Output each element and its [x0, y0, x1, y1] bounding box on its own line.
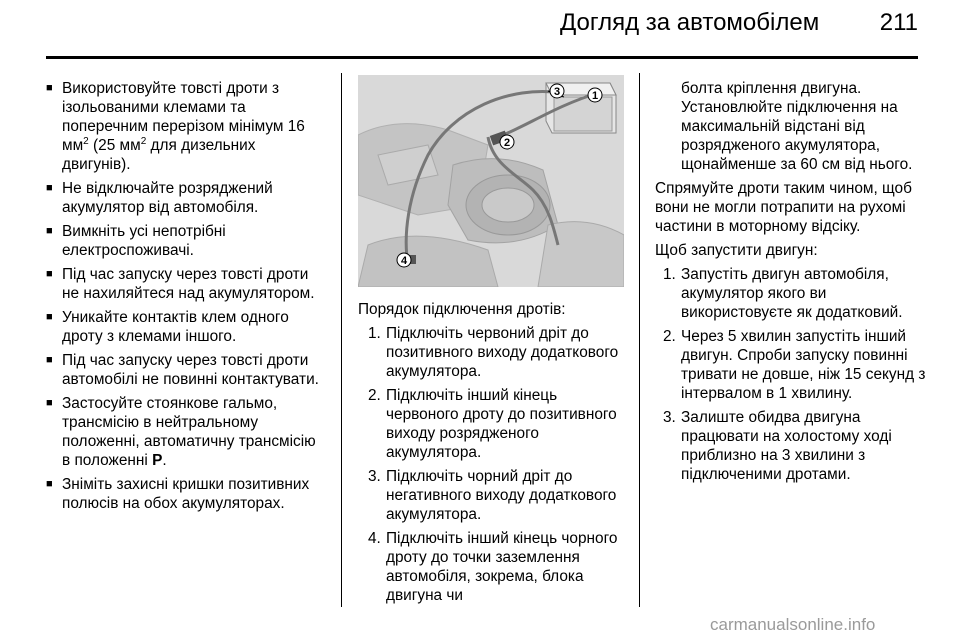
callout-label: 3 — [553, 86, 561, 98]
start-engine-heading: Щоб запустити двигун: — [655, 242, 818, 259]
connection-order-heading: Порядок підключення дротів: — [358, 301, 566, 318]
list-item: ■ Зніміть захисні кришки позитивних полюсів на обох акумуляторах. — [46, 475, 328, 513]
connection-steps — [358, 324, 626, 605]
list-item: 1. Запустіть двигун автомобіля, акумулятор якого ви використовуєте як додатковий. — [663, 266, 903, 321]
list-item: 4. Підключіть інший кінець чорного дроту до точки заземлення автомобіля, зокрема, блока двигуна чи — [368, 530, 618, 604]
list-item: 1. Підключіть червоний дріт до позитивного виходу додаткового акумулятора. — [368, 325, 619, 380]
column-left — [46, 79, 328, 518]
callout-label: 1 — [591, 90, 599, 102]
step-continuation: болта кріплення двигуна. Установлюйте підключення на максимальній відстані від розрядженого акумулятора, щонайменше за 60 см від нього. — [681, 80, 913, 173]
page-title: Догляд за автомобілем — [560, 9, 820, 36]
list-item: ■ Під час запуску через товсті дроти автомобілі не повинні контактувати. — [46, 351, 328, 389]
cable-routing-note: Спрямуйте дроти таким чином, щоб вони не могли потрапити на рухомі частини в моторному відсіку. — [655, 180, 912, 235]
callout-label: 2 — [503, 137, 511, 149]
list-item: 3. Залиште обидва двигуна працювати на холостому ході приблизно на 3 хвилини з підключеними дротами. — [663, 409, 892, 483]
list-item: ■ Вимкніть усі непотрібні електроспоживачі. — [46, 222, 328, 260]
list-item: ■ Уникайте контактів клем одного дроту з клемами іншого. — [46, 308, 328, 346]
list-item: 3. Підключіть чорний дріт до негативного виходу додаткового акумулятора. — [368, 468, 617, 523]
column-divider-left — [341, 73, 342, 607]
list-item: 2. Через 5 хвилин запустіть інший двигун. Спроби запуску повинні тривати не довше, ніж 15 секунд з інтервалом в 1 хвилину. — [663, 328, 926, 402]
precautions-list — [46, 79, 328, 513]
start-engine-steps — [655, 265, 927, 484]
column-divider-right — [639, 73, 640, 607]
column-middle — [358, 300, 626, 610]
list-item: 2. Підключіть інший кінець червоного дроту до позитивного виходу розрядженого акумулятора. — [368, 387, 617, 461]
jump-start-illustration — [358, 75, 624, 287]
engine-bay-drawing — [358, 75, 624, 287]
list-item: ■ Використовуйте товсті дроти з ізольованими клемами та поперечним перерізом мінімум 16 $мм^2$ (25 $мм^2$ для дизельних двигунів). — [46, 79, 328, 174]
list-item: ■ Під час запуску через товсті дроти не нахиляйтеся над акумулятором. — [46, 265, 328, 303]
list-item: ■ Не відключайте розряджений акумулятор від автомобіля. — [46, 179, 328, 217]
page-number: 211 — [879, 9, 918, 36]
header-divider — [46, 56, 918, 59]
watermark: carmanualsonline.info — [710, 615, 876, 634]
column-right — [655, 79, 927, 489]
callout-label: 4 — [400, 255, 408, 267]
list-item: ■ Застосуйте стоянкове гальмо, трансмісію в нейтральному положенні, автоматичну трансмісію в положенні P. — [46, 394, 328, 470]
